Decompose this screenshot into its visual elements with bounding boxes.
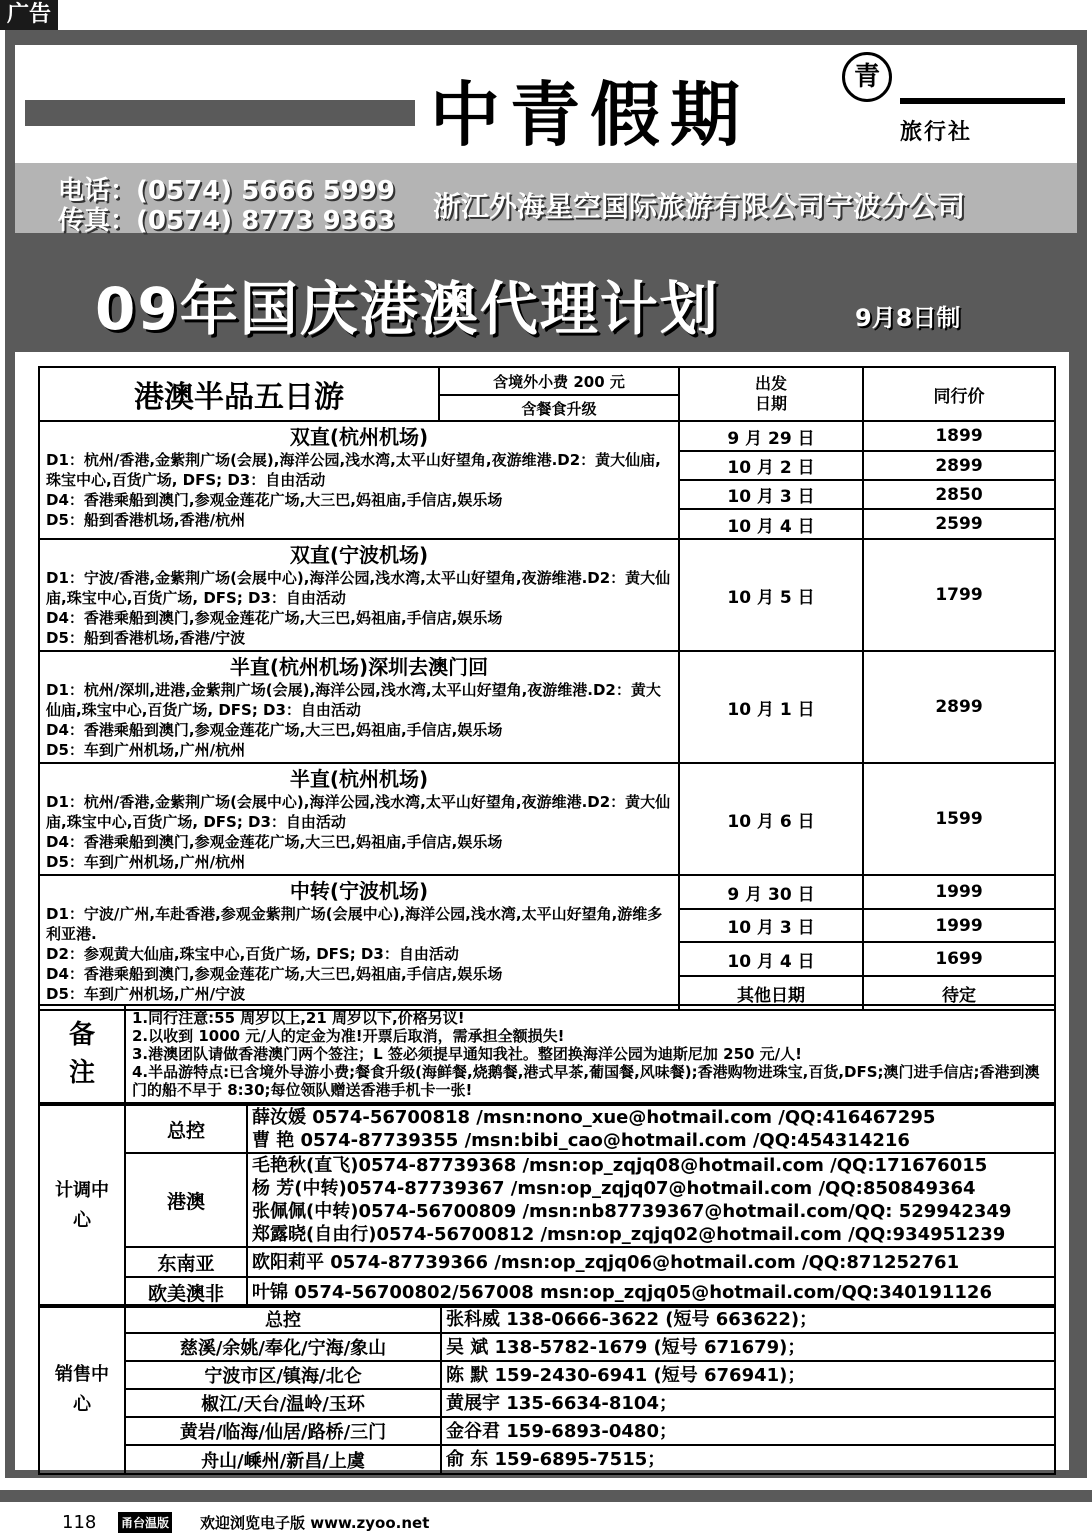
ad-tag: 广告	[0, 0, 58, 30]
notes-table	[38, 1004, 1056, 1104]
route-cell	[39, 539, 679, 651]
departure-date: 10 月 3 日	[679, 909, 863, 942]
sales-area: 慈溪/余姚/奉化/宁海/象山	[125, 1333, 441, 1361]
sales-contact: 陈 默 159-2430-6941 (短号 676941)；	[441, 1361, 1055, 1389]
note-line: 4.半品游特点:已含境外导游小费;餐食升级(海鲜餐,烧鹅餐,港式早茶,葡国餐,风味餐);香港购物进珠宝,百货,DFS;澳门进手信店;香港到澳门的船不早于 8:30;每位领队赠送香港手机卡一张!	[132, 1063, 1040, 1099]
route-title: 双直(杭州机场)	[289, 425, 429, 449]
sales-area: 黄岩/临海/仙居/路桥/三门	[125, 1417, 441, 1445]
departure-date: 9 月 30 日	[679, 875, 863, 909]
route-title: 半直(杭州机场)	[289, 767, 429, 791]
departure-date: 10 月 4 日	[679, 509, 863, 539]
price: 2850	[863, 480, 1055, 509]
header-note-tips: 含境外小费 200 元	[439, 367, 679, 395]
header-note-meal: 含餐食升级	[439, 395, 679, 421]
route-line: D4：香港乘船到澳门,参观金莲花广场,大三巴,妈祖庙,手信店,娱乐场	[46, 833, 503, 851]
route-cell	[39, 875, 679, 1010]
note-line: 1.同行注意:55 周岁以上,21 周岁以下,价格另议!	[132, 1009, 465, 1027]
fax-number: 传真：(0574) 8773 9363	[58, 206, 395, 236]
dispatch-group-contacts	[247, 1247, 1055, 1277]
decorative-bar-right	[900, 98, 1065, 104]
route-line: D4：香港乘船到澳门,参观金莲花广场,大三巴,妈祖庙,手信店,娱乐场	[46, 965, 503, 983]
price: 1899	[863, 421, 1055, 451]
edition-logo: 甬台温版	[118, 1512, 172, 1533]
footer-bar	[0, 1490, 1092, 1502]
route-title: 中转(宁波机场)	[289, 879, 429, 903]
header-price: 同行价	[863, 367, 1055, 421]
sales-area: 宁波市区/镇海/北仑	[125, 1361, 441, 1389]
sales-contact: 张科威 138-0666-3622 (短号 663622)；	[441, 1305, 1055, 1333]
dispatch-group-contacts	[247, 1105, 1055, 1153]
brand-subtitle: 旅行社	[900, 120, 973, 145]
departure-date: 10 月 5 日	[679, 539, 863, 651]
route-cell	[39, 651, 679, 763]
price: 1599	[863, 763, 1055, 875]
sales-area: 舟山/嵊州/新昌/上虞	[125, 1445, 441, 1474]
contact-line: 叶锦 0574-56700802/567008 msn:op_zqjq05@hotmail.com/QQ:340191126	[252, 1281, 992, 1303]
route-line: D2：参观黄大仙庙,珠宝中心,百货广场, DFS; D3：自由活动	[46, 945, 459, 963]
departure-date: 10 月 6 日	[679, 763, 863, 875]
price: 2599	[863, 509, 1055, 539]
sales-area: 椒江/天台/温岭/玉环	[125, 1389, 441, 1417]
contact-line: 曹 艳 0574-87739355 /msn:bibi_cao@hotmail.com /QQ:454314216	[252, 1130, 910, 1151]
page-number: 118	[62, 1512, 97, 1533]
header-date: 出发 日期	[679, 367, 863, 421]
sales-label: 销售中 心	[39, 1305, 125, 1474]
company-name: 浙江外海星空国际旅游有限公司宁波分公司	[433, 190, 966, 223]
route-line: D5：船到香港机场,香港/杭州	[46, 511, 246, 529]
contact-line: 毛艳秋(直飞)0574-87739368 /msn:op_zqjq08@hotmail.com /QQ:171676015	[252, 1155, 988, 1176]
note-line: 3.港澳团队请做香港澳门两个签注；L 签必须提早通知我社。整团换海洋公园为迪斯尼加 250 元/人!	[132, 1045, 802, 1063]
price: 2899	[863, 651, 1055, 763]
route-cell	[39, 763, 679, 875]
route-line: D1：宁波/香港,金紫荆广场(会展中心),海洋公园,浅水湾,太平山好望角,夜游维港.D2：黄大仙庙,珠宝中心,百货广场, DFS; D3：自由活动	[46, 569, 671, 607]
route-cell	[39, 421, 679, 539]
route-line: D5：车到广州机场,广州/杭州	[46, 741, 246, 759]
price: 2899	[863, 451, 1055, 480]
route-title: 半直(杭州机场)深圳去澳门回	[229, 655, 489, 679]
route-line: D4：香港乘船到澳门,参观金莲花广场,大三巴,妈祖庙,手信店,娱乐场	[46, 491, 503, 509]
departure-date: 10 月 4 日	[679, 942, 863, 976]
price: 1999	[863, 909, 1055, 942]
contact-line: 张佩佩(中转)0574-56700809 /msn:nb87739367@hotmail.com/QQ: 529942349	[252, 1201, 1012, 1222]
route-line: D5：车到广州机场,广州/杭州	[46, 853, 246, 871]
itinerary-table	[38, 366, 1056, 1011]
page-title: 09年国庆港澳代理计划	[95, 275, 720, 343]
contact-line: 杨 芳(中转)0574-87739367 /msn:op_zqjq07@hotmail.com /QQ:850849364	[252, 1178, 976, 1199]
decorative-bar-left	[25, 100, 415, 126]
dispatch-group-name: 总控	[125, 1105, 247, 1153]
sales-contact: 俞 东 159-6895-7515；	[441, 1445, 1055, 1474]
sales-contact: 吴 斌 138-5782-1679 (短号 671679)；	[441, 1333, 1055, 1361]
dispatch-group-name: 欧美澳非	[125, 1277, 247, 1307]
note-line: 2.以收到 1000 元/人的定金为准!开票后取消，需承担全额损失!	[132, 1027, 565, 1045]
departure-date: 9 月 29 日	[679, 421, 863, 451]
sales-contact: 黄展宇 135-6634-8104；	[441, 1389, 1055, 1417]
contact-line: 欧阳莉平 0574-87739366 /msn:op_zqjq06@hotmail.com /QQ:871252761	[252, 1251, 960, 1273]
contact-line: 薛汝媛 0574-56700818 /msn:nono_xue@hotmail.com /QQ:416467295	[252, 1107, 936, 1128]
price: 待定	[863, 976, 1055, 1010]
dispatch-table	[38, 1104, 1056, 1308]
dispatch-group-name: 东南亚	[125, 1247, 247, 1277]
route-line: D4：香港乘船到澳门,参观金莲花广场,大三巴,妈祖庙,手信店,娱乐场	[46, 609, 503, 627]
date-made: 9月8日制	[855, 304, 961, 332]
price: 1799	[863, 539, 1055, 651]
brand-name: 中青假期	[430, 74, 750, 156]
dispatch-label: 计调中 心	[39, 1105, 125, 1307]
route-line: D1：杭州/香港,金紫荆广场(会展),海洋公园,浅水湾,太平山好望角,夜游维港.D2：黄大仙庙,珠宝中心,百货广场, DFS; D3：自由活动	[46, 451, 661, 489]
departure-date: 其他日期	[679, 976, 863, 1010]
price: 1699	[863, 942, 1055, 976]
sales-table	[38, 1304, 1056, 1475]
notes-label: 备 注	[39, 1005, 125, 1103]
route-line: D5：船到香港机场,香港/宁波	[46, 629, 246, 647]
sales-area: 总控	[125, 1305, 441, 1333]
route-line: D1：宁波/广州,车赴香港,参观金紫荆广场(会展中心),海洋公园,浅水湾,太平山好望角,游维多利亚港.	[46, 905, 663, 943]
route-line: D4：香港乘船到澳门,参观金莲花广场,大三巴,妈祖庙,手信店,娱乐场	[46, 721, 503, 739]
departure-date: 10 月 3 日	[679, 480, 863, 509]
price: 1999	[863, 875, 1055, 909]
sales-contact: 金谷君 159-6893-0480；	[441, 1417, 1055, 1445]
contact-line: 郑露晓(自由行)0574-56700812 /msn:op_zqjq02@hotmail.com /QQ:934951239	[252, 1224, 1006, 1245]
route-line: D5：车到广州机场,广州/宁波	[46, 985, 246, 1003]
brand-logo-icon: 青	[842, 52, 892, 102]
footer-text: 欢迎浏览电子版 www.zyoo.net	[200, 1514, 430, 1532]
dispatch-group-name: 港澳	[125, 1153, 247, 1247]
phone-number: 电话：(0574) 5666 5999	[58, 176, 395, 206]
departure-date: 10 月 2 日	[679, 451, 863, 480]
dispatch-group-contacts	[247, 1277, 1055, 1307]
product-name: 港澳半品五日游	[39, 367, 439, 421]
departure-date: 10 月 1 日	[679, 651, 863, 763]
dispatch-group-contacts	[247, 1153, 1055, 1247]
notes-content	[125, 1005, 1055, 1103]
route-line: D1：杭州/深圳,进港,金紫荆广场(会展),海洋公园,浅水湾,太平山好望角,夜游维港.D2：黄大仙庙,珠宝中心,百货广场, DFS; D3：自由活动	[46, 681, 661, 719]
route-line: D1：杭州/香港,金紫荆广场(会展中心),海洋公园,浅水湾,太平山好望角,夜游维港.D2：黄大仙庙,珠宝中心,百货广场, DFS; D3：自由活动	[46, 793, 671, 831]
route-title: 双直(宁波机场)	[289, 543, 429, 567]
